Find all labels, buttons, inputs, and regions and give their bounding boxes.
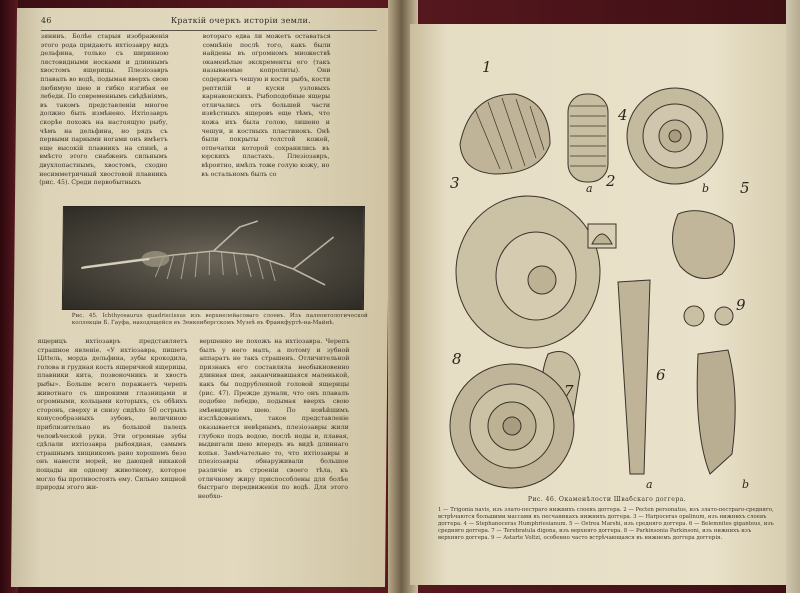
plate-caption bbox=[438, 496, 776, 542]
sub-label-4b: b bbox=[702, 182, 710, 195]
figure-number-9: 9 bbox=[736, 296, 746, 314]
figure-number-3: 3 bbox=[450, 174, 460, 192]
right-page bbox=[410, 24, 786, 585]
text-column-4: вершенно не похожъ на ихтіозавра. Черепъ былъ у него малъ, а потому и зубной аппаратъ не такъ страшенъ. Отличительной признакъ его составляла необыкновенно длинная шея, заканчивавшаяся маленькой, какъ бы подрубленной головой ящерицы (рис. 47). Прежде думали, что онъ плавалъ подобно лебедю, подымая вверхъ свою змѣевидную шею. По новѣйшимъ изслѣдованіямъ, такое представленіе оказывается невѣрнымъ, плезіозавры жили глубоко подъ водою, послѣ ноды и, плавая, выдвигали шею впередъ въ видѣ длиннаго копья. Замѣчательно то, что ихтіозавры и плезіозавры обнаруживали большое различіе въ строеніи своего тѣла, къ отличному жиру приспособлены для болѣе быстраго передвиженія по водѣ. Для этого необхо- bbox=[197, 338, 350, 500]
fossil-plate-illustration bbox=[440, 54, 768, 524]
figure-number-8: 8 bbox=[452, 350, 462, 368]
sub-label-6b: b bbox=[742, 478, 750, 491]
text-column-1: зянинъ. Болѣе старыя изображенія этого рода придаютъ ихтіозавру видъ дельфина, только съ ширинною лястовидными носками и длиннымъ хвостомъ ящерицы. Плезіозавръ плавалъ во водѣ, подымая вверхъ свою любимую шею и гибко изгибая ее лебеди. По современнымъ свѣдѣніямъ, въ такомъ представленіи многое должно быть измѣнено. Ихтіозавръ скорѣе похожъ на настоящую рыбу, чѣмъ на дельфина, но рядъ съ первыми парными ногами онъ имѣетъ еще высокій плавникъ на спинѣ, а вмѣсто этого снабженъ сильнымъ двухлопастнымъ, хвостомъ, сходно несимметричный хвостовой плавникъ (рис. 45). Среди первобытныхъ bbox=[39, 33, 169, 187]
photo-caption: Рис. 45. Ichthyosaurus quadriscissus изъ верхнелейасоваго слоевъ. Изъ палеонтологической коллекціи Б. Гауфа, находящейся въ Зенкенбергскомъ Музеѣ въ Франкфуртѣ-на-Майнѣ. bbox=[71, 313, 368, 327]
sub-label-4a: a bbox=[586, 182, 593, 195]
plate-title: Рис. 46. Окаменѣлости Швабскаго доггера. bbox=[527, 496, 687, 503]
ichthyosaurus-fossil-photo bbox=[62, 206, 365, 310]
figure-number-4: 4 bbox=[618, 106, 628, 124]
figure-number-6: 6 bbox=[656, 366, 666, 384]
text-column-2: вотораго едва ли можетъ оставаться сомнѣніе послѣ того, какъ были найдены въ огромномъ множествѣ окаменѣлые экскременты его (такъ называемые копролиты). Они содержатъ чешую и кости рыбъ, кости рептилій и куски узловыхъ карнавонскихъ. Рыбоподобные ящеры отличались отъ большей части извѣстныхъ ящеровъ еще тѣмъ, что кожа ихъ была голою, лишено и чешуи, и костныхъ пластинокъ. Онѣ были покрыты толстой кожей, отпечатки которой сохранились въ юрскихъ пластахъ. Плезіозавръ, вѣроятно, имѣлъ тоже голую кожу, но въ остальномъ былъ со bbox=[201, 33, 331, 178]
running-title: Краткій очеркъ исторіи земли. bbox=[170, 16, 312, 25]
running-head bbox=[41, 16, 377, 31]
left-page bbox=[11, 8, 391, 587]
sub-label-6a: a bbox=[646, 478, 653, 491]
text-column-3: ящерицъ ихтіозавръ представляетъ страшное явленіе. «У ихтіозавра, пишетъ Цittель, морда дельфина, зубы крокодила, голова и грудная кость ящеричной ящерицы, плавники кита, позвоночникъ и хвостъ рыбы». Больше всего поражаетъ черепъ животнаго съ широкими глазницами и огромными, кольцами которыхъ, съ обѣихъ сторонъ, сверху и снизу сидѣло 50 острыхъ конусообразныхъ зубовъ, величиною приблизительно въ большой палецъ человѣческой руки. Эти огромные зубы сдѣлали ихтіозавра рыбоядная, самымъ страшнымъ хищникомъ рано хорошемъ безо онъ навести морей, не дающей никакой пощады ни одному животному, которое могло бы противостоять ему. Сильно хищной природы этого жи- bbox=[35, 338, 188, 492]
figure-number-7: 7 bbox=[564, 382, 574, 400]
page-number: 46 bbox=[40, 16, 52, 25]
plate-legend: 1 — Trigonia navis, изъ злато-пестраго нижнихъ слоевъ доггера. 2 — Pecten personatus, изъ злато-пестраго-средняго, встрѣчаются большими массами въ песчаникахъ нижнихъ доггера. 3 — Harpoceras opalinum, изъ нижнихъ слоевъ доггера. 4 — Stephanoceras Humphriesianum. 5 — Ostrea Marshi, изъ средняго доггера. 6 — Belemnites giganteus, изъ средняго доггера. 7 — Terebratula digona, изъ верхняго доггера. 8 — Parkinsonia Parkinsoni, изъ нижнихъ изъ верхняго доггера. 9 — Astarte Voltzi, особенно часто встрѣчающаяся въ нижнемъ доггера доггерія. bbox=[438, 507, 774, 541]
figure-number-2: 2 bbox=[606, 172, 616, 190]
figure-number-5: 5 bbox=[740, 179, 750, 197]
figure-number-1: 1 bbox=[482, 58, 492, 76]
page-edges bbox=[786, 0, 800, 593]
